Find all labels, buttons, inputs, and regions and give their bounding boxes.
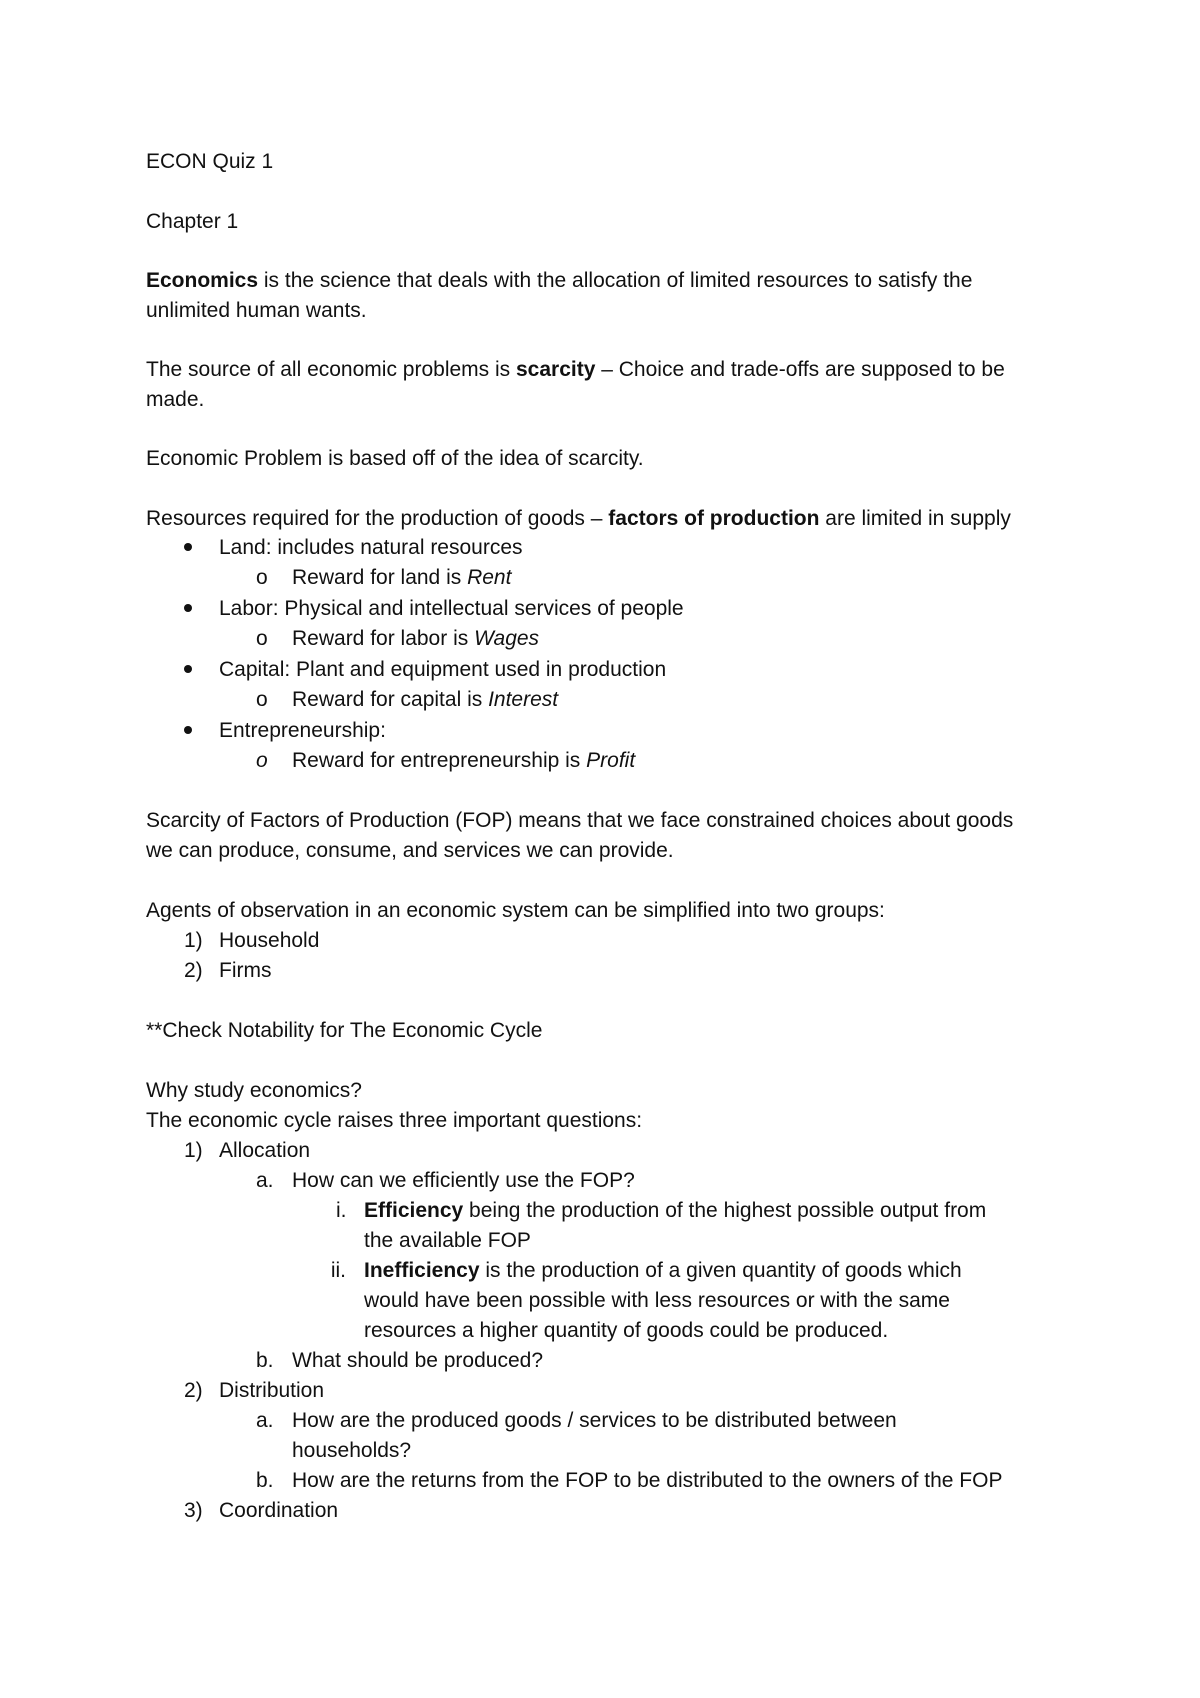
list-number: 3) bbox=[184, 1499, 203, 1522]
paragraph-scarcity-fop: Scarcity of Factors of Production (FOP) means that we face constrained choices about goods bbox=[146, 809, 1014, 832]
question-distribution: Distribution bbox=[219, 1379, 325, 1402]
factor-reward-capital: Reward for capital is Interest bbox=[292, 688, 559, 711]
bullet-icon bbox=[184, 604, 192, 612]
bullet-icon bbox=[184, 543, 192, 551]
heading-why-study: Why study economics? bbox=[146, 1079, 362, 1102]
factor-item-entrepreneurship: Entrepreneurship: bbox=[219, 719, 386, 742]
list-number: 2) bbox=[184, 1379, 203, 1402]
list-roman: i. bbox=[336, 1199, 347, 1222]
definition-efficiency: Efficiency being the production of the highest possible output from bbox=[364, 1199, 987, 1222]
paragraph-factors-of-production: Resources required for the production of goods – factors of production are limited in supply bbox=[146, 507, 1011, 530]
term-inefficiency: Inefficiency bbox=[364, 1259, 480, 1282]
list-letter: a. bbox=[256, 1169, 274, 1192]
document-title: ECON Quiz 1 bbox=[146, 150, 274, 173]
paragraph-economics-definition: Economics is the science that deals with the allocation of limited resources to satisfy the bbox=[146, 269, 973, 292]
paragraph-scarcity: The source of all economic problems is scarcity – Choice and trade-offs are supposed to be bbox=[146, 358, 1005, 381]
chapter-heading: Chapter 1 bbox=[146, 210, 239, 233]
factor-item-capital: Capital: Plant and equipment used in production bbox=[219, 658, 667, 681]
question-allocation: Allocation bbox=[219, 1139, 311, 1162]
question-allocation-a: How can we efficiently use the FOP? bbox=[292, 1169, 635, 1192]
paragraph-scarcity-fop-cont: we can produce, consume, and services we can provide. bbox=[146, 839, 674, 862]
term-economics: Economics bbox=[146, 269, 259, 292]
list-letter: a. bbox=[256, 1409, 274, 1432]
circle-bullet-icon: o bbox=[256, 749, 268, 772]
paragraph-cycle-intro: The economic cycle raises three important questions: bbox=[146, 1109, 643, 1132]
term-factors-of-production: factors of production bbox=[608, 507, 820, 530]
circle-bullet-icon: o bbox=[256, 627, 268, 650]
factor-reward-land: Reward for land is Rent bbox=[292, 566, 512, 589]
factor-reward-entrepreneurship: Reward for entrepreneurship is Profit bbox=[292, 749, 636, 772]
term-scarcity: scarcity bbox=[516, 358, 596, 381]
list-letter: b. bbox=[256, 1349, 274, 1372]
list-number: 1) bbox=[184, 1139, 203, 1162]
circle-bullet-icon: o bbox=[256, 566, 268, 589]
paragraph-agents: Agents of observation in an economic system can be simplified into two groups: bbox=[146, 899, 885, 922]
definition-inefficiency-cont2: resources a higher quantity of goods could be produced. bbox=[364, 1319, 889, 1342]
agent-item-firms: Firms bbox=[219, 959, 272, 982]
paragraph-economics-definition-cont: unlimited human wants. bbox=[146, 299, 367, 322]
list-number: 2) bbox=[184, 959, 203, 982]
definition-efficiency-cont: the available FOP bbox=[364, 1229, 531, 1252]
factor-item-labor: Labor: Physical and intellectual services of people bbox=[219, 597, 684, 620]
agent-item-household: Household bbox=[219, 929, 320, 952]
factor-item-land: Land: includes natural resources bbox=[219, 536, 523, 559]
paragraph-scarcity-cont: made. bbox=[146, 388, 205, 411]
question-allocation-b: What should be produced? bbox=[292, 1349, 544, 1372]
list-number: 1) bbox=[184, 929, 203, 952]
factor-reward-labor: Reward for labor is Wages bbox=[292, 627, 540, 650]
circle-bullet-icon: o bbox=[256, 688, 268, 711]
bullet-icon bbox=[184, 665, 192, 673]
question-distribution-a: How are the produced goods / services to be distributed between bbox=[292, 1409, 897, 1432]
question-distribution-a-cont: households? bbox=[292, 1439, 412, 1462]
definition-inefficiency: Inefficiency is the production of a given quantity of goods which bbox=[364, 1259, 962, 1282]
list-letter: b. bbox=[256, 1469, 274, 1492]
paragraph-economic-problem: Economic Problem is based off of the idea of scarcity. bbox=[146, 447, 644, 470]
bullet-icon bbox=[184, 726, 192, 734]
list-roman: ii. bbox=[330, 1259, 346, 1282]
term-efficiency: Efficiency bbox=[364, 1199, 464, 1222]
question-coordination: Coordination bbox=[219, 1499, 339, 1522]
question-distribution-b: How are the returns from the FOP to be distributed to the owners of the FOP bbox=[292, 1469, 1003, 1492]
definition-inefficiency-cont: would have been possible with less resources or with the same bbox=[364, 1289, 950, 1312]
note-notability: **Check Notability for The Economic Cycle bbox=[146, 1019, 543, 1042]
